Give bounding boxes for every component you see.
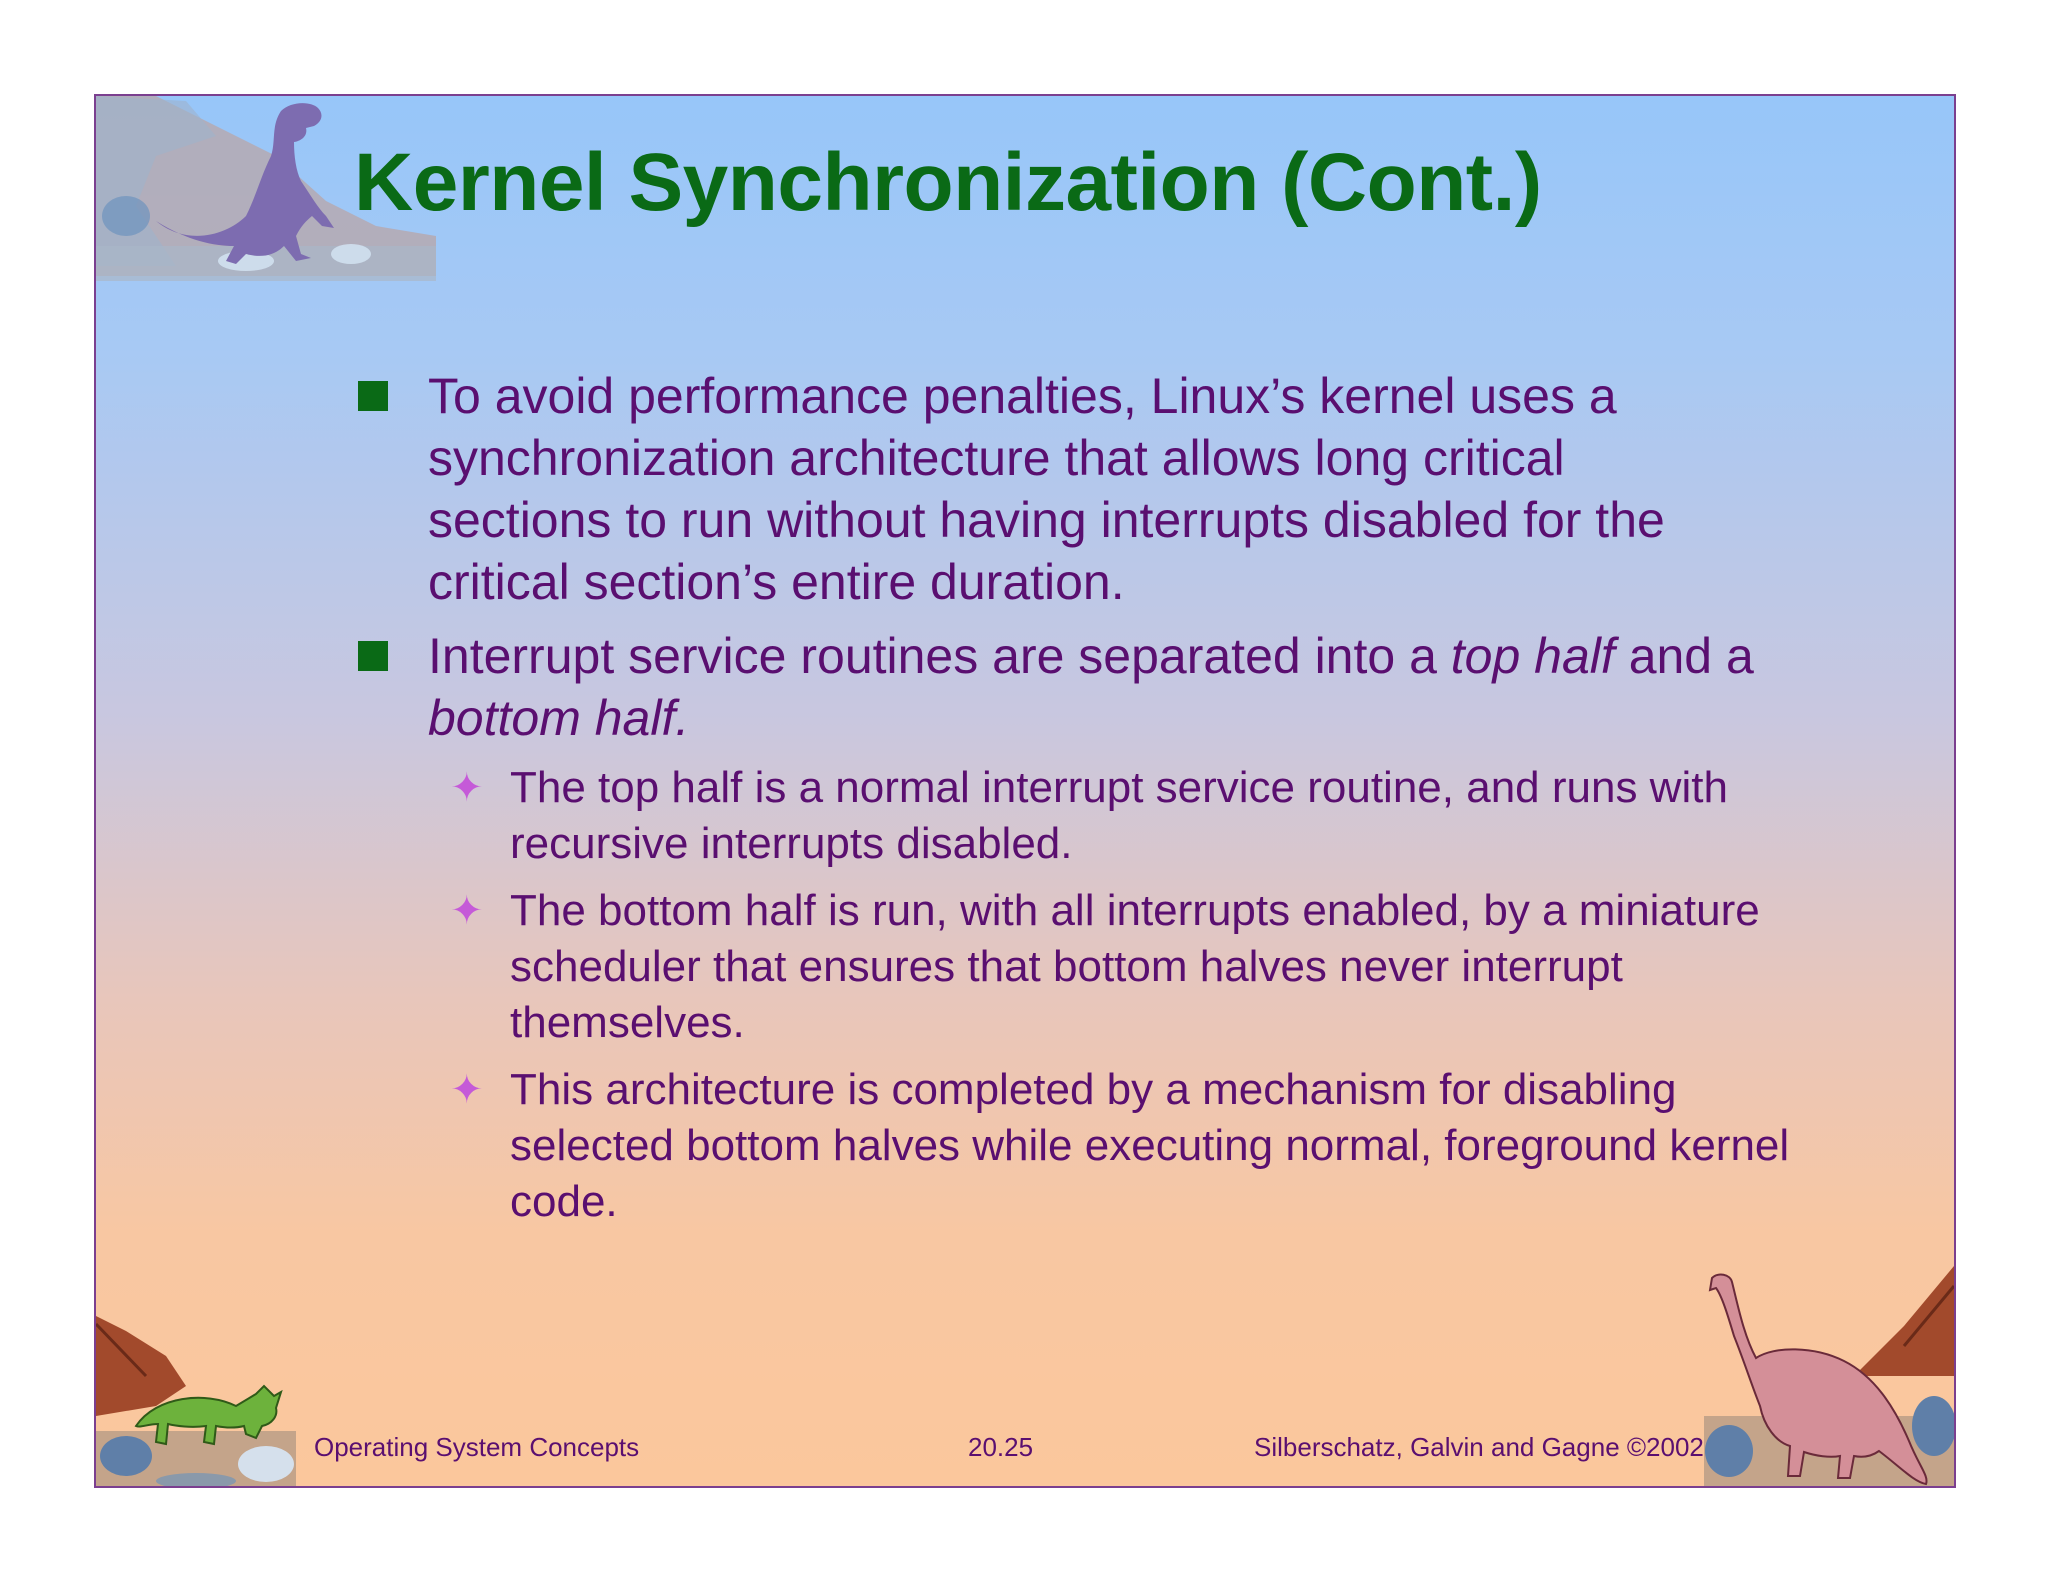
bullet-text bbox=[428, 625, 1758, 749]
footer-page-number: 20.25 bbox=[968, 1432, 1034, 1462]
bullet-text-part: and a bbox=[1614, 628, 1754, 684]
bullet-item bbox=[358, 625, 1758, 749]
slide-title: Kernel Synchronization (Cont.) bbox=[354, 137, 1542, 228]
sub-bullet-text: The top half is a normal interrupt service routine, and runs with recursive interrupts disabled. bbox=[510, 763, 1728, 868]
star-bullet-icon: ✦ bbox=[450, 1068, 484, 1112]
bullet-item bbox=[358, 365, 1758, 613]
sub-bullet-item bbox=[450, 883, 1810, 1051]
bullet-text-part: Interrupt service routines are separated into a bbox=[428, 628, 1451, 684]
bullet-text-italic: top half bbox=[1450, 628, 1615, 684]
sub-bullet-item bbox=[450, 1062, 1810, 1230]
sub-bullet-text: This architecture is completed by a mechanism for disabling selected bottom halves while executing normal, foreground kernel code. bbox=[510, 1065, 1790, 1226]
square-bullet-icon bbox=[358, 381, 388, 411]
footer-book-title: Operating System Concepts bbox=[314, 1432, 640, 1462]
square-bullet-icon bbox=[358, 641, 388, 671]
sub-bullet-item bbox=[450, 760, 1810, 872]
bullet-text-italic: bottom half. bbox=[428, 690, 690, 746]
triceratops-dinosaur-icon bbox=[96, 1316, 296, 1488]
sub-bullet-text: The bottom half is run, with all interrupts enabled, by a miniature scheduler that ensures that bottom halves never interrupt themselves. bbox=[510, 886, 1760, 1047]
slide bbox=[94, 94, 1956, 1488]
star-bullet-icon: ✦ bbox=[450, 766, 484, 810]
bullet-text: To avoid performance penalties, Linux’s kernel uses a synchronization architecture that allows long critical sections to run without having interrupts disabled for the critical section’s entire duration. bbox=[428, 368, 1665, 610]
footer-copyright: Silberschatz, Galvin and Gagne ©2002 bbox=[1254, 1432, 1704, 1462]
brontosaurus-dinosaur-icon bbox=[1704, 1266, 1954, 1488]
star-bullet-icon: ✦ bbox=[450, 889, 484, 933]
